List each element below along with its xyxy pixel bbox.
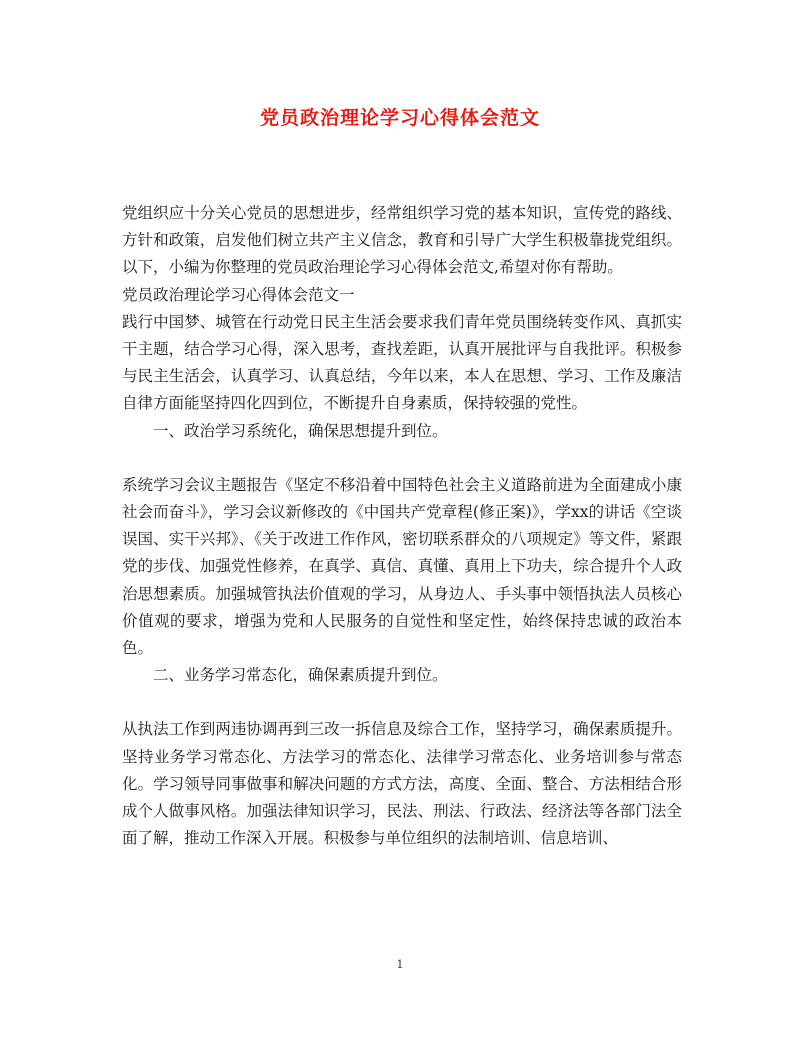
paragraph-3: 从执法工作到两违协调再到三改一拆信息及综合工作，坚持学习，确保素质提升。坚持业务学习常态化、方法学习的常态化、法律学习常态化、业务培训参与常态化。学习领导同事做事和解决问题的方式方法，高度、全面、整合、方法相结合形成个人做事风格。加强法律知识学习，民法、刑法、行政法、经济法等各部门法全面了解，推动工作深入开展。积极参与单位组织的法制培训、信息培训、 bbox=[122, 720, 682, 848]
document-title: 党员政治理论学习心得体会范文 bbox=[259, 107, 540, 129]
page-number: 1 bbox=[396, 958, 404, 971]
paragraph-1: 践行中国梦、城管在行动党日民主生活会要求我们青年党员围绕转变作风、真抓实干主题，结合学习心得，深入思考，查找差距，认真开展批评与自我批评。积极参与民主生活会，认真学习、认真总结，今年以来，本人在思想、学习、工作及廉洁自律方面能坚持四化四到位，不断提升自身素质，保持较强的党性。 bbox=[122, 312, 682, 413]
paragraph-spacer bbox=[122, 445, 682, 472]
section-subtitle: 党员政治理论学习心得体会范文一 bbox=[122, 285, 355, 304]
document-body bbox=[122, 200, 682, 852]
heading-business-study: 二、业务学习常态化，确保素质提升到位。 bbox=[153, 666, 448, 685]
heading-political-study: 一、政治学习系统化，确保思想提升到位。 bbox=[153, 421, 448, 440]
intro-paragraph: 党组织应十分关心党员的思想进步，经常组织学习党的基本知识，宣传党的路线、方针和政策，启发他们树立共产主义信念，教育和引导广大学生积极靠拢党组织。以下，小编为你整理的党员政治理论学习心得体会范文,希望对你有帮助。 bbox=[122, 204, 682, 277]
paragraph-spacer bbox=[122, 689, 682, 716]
paragraph-2: 系统学习会议主题报告《坚定不移沿着中国特色社会主义道路前进为全面建成小康社会而奋斗》，学习会议新修改的《中国共产党章程(修正案)》，学xx的讲话《空谈误国、实干兴邦》、《关于改进工作作风，密切联系群众的八项规定》等文件，紧跟党的步伐、加强党性修养，在真学、真信、真懂、真用上下功夫，综合提升个人政治思想素质。加强城管执法价值观的学习，从身边人、手头事中领悟执法人员核心价值观的要求，增强为党和人民服务的自觉性和坚定性，始终保持忠诚的政治本色。 bbox=[122, 475, 682, 658]
